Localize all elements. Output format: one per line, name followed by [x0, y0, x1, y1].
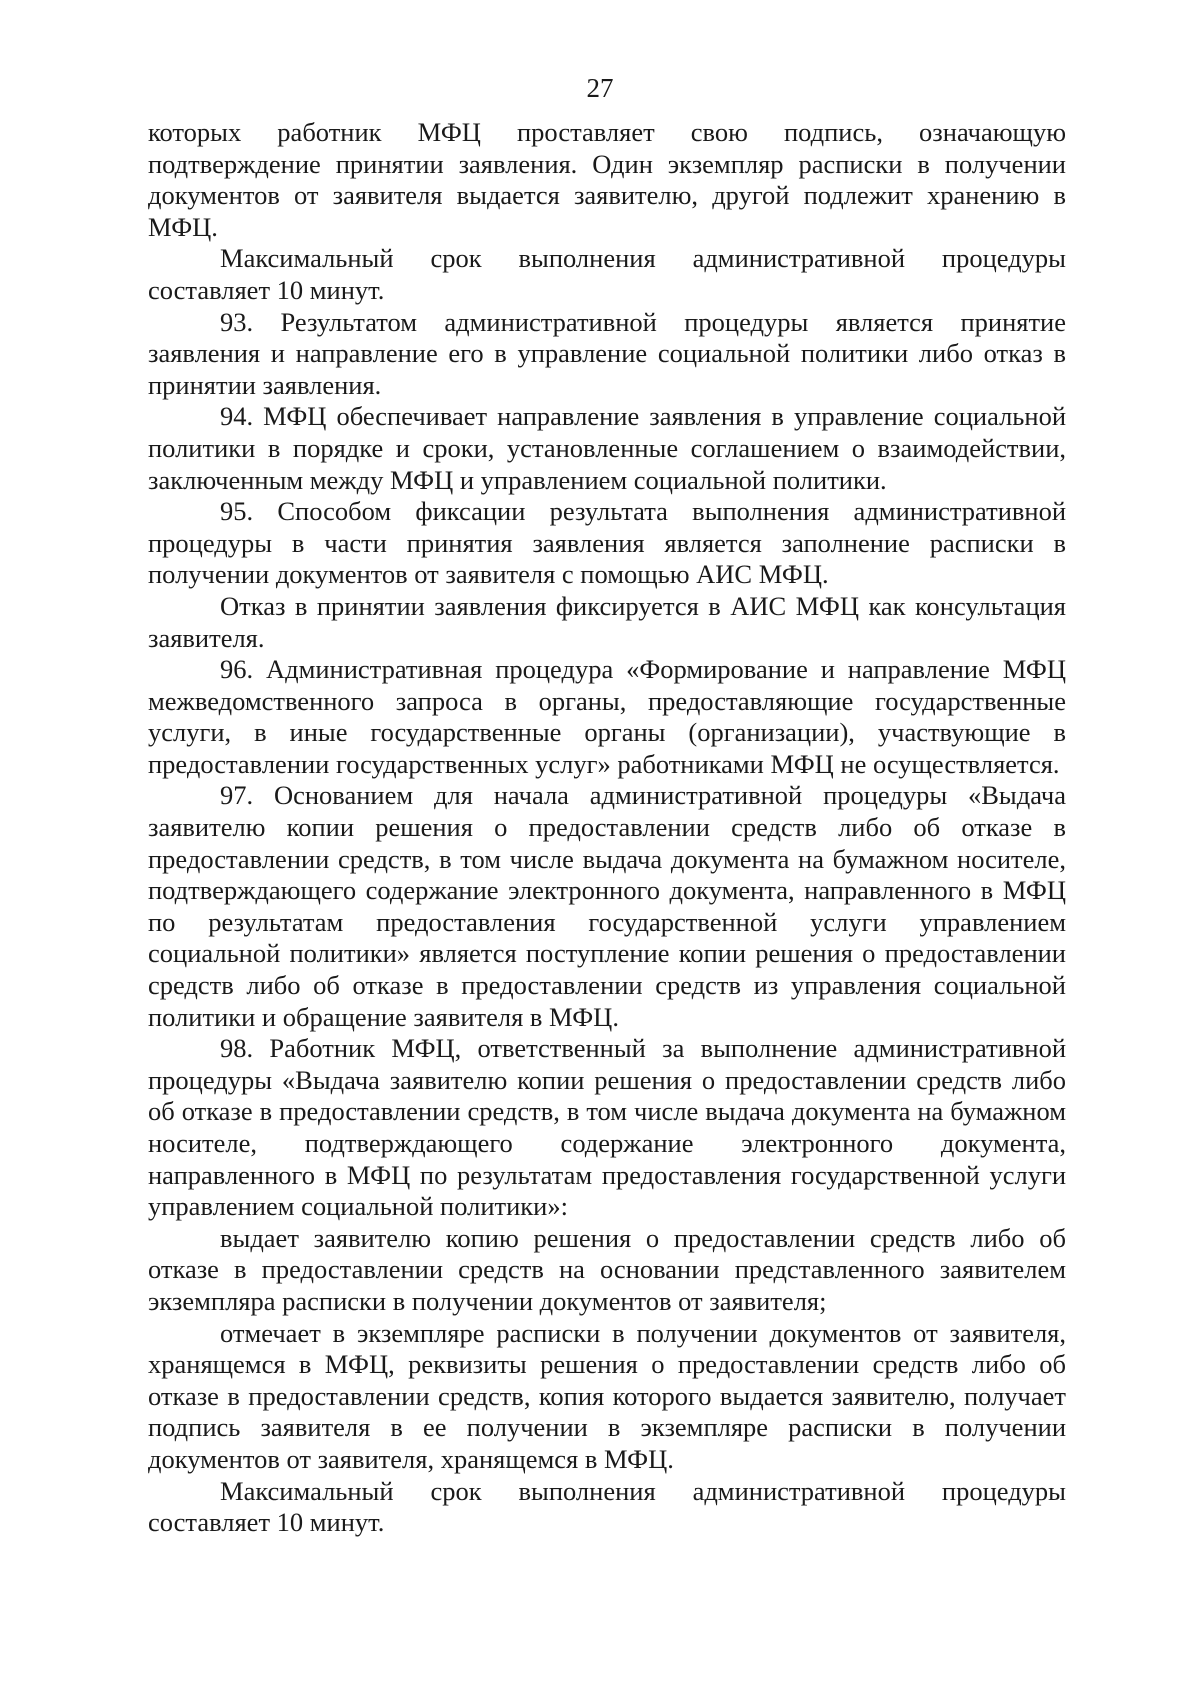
paragraph-93: 93. Результатом административной процедуры является принятие заявления и направление его в управление социальной политики либо отказ в принятии заявления.: [148, 306, 1066, 400]
paragraph-continuation: которых работник МФЦ проставляет свою подпись, означающую подтверждение принятии заявления. Один экземпляр расписки в получении документов от заявителя выдается заявителю, другой подлежит хранению в МФЦ.: [148, 117, 1066, 242]
paragraph-98: 98. Работник МФЦ, ответственный за выполнение административной процедуры «Выдача заявителю копии решения о предоставлении средств либо об отказе в предоставлении средств, в том числе выдача документа на бумажном носителе, подтверждающего содержание электронного документа, направленного в МФЦ по результатам предоставления государственной услуги управлением социальной политики»:: [148, 1033, 1066, 1222]
paragraph-issues-copy: выдает заявителю копию решения о предоставлении средств либо об отказе в предоставлении средств на основании представленного заявителем экземпляра расписки в получении документов от заявителя;: [148, 1222, 1066, 1316]
paragraph-97: 97. Основанием для начала административной процедуры «Выдача заявителю копии решения о предоставлении средств либо об отказе в предоставлении средств, в том числе выдача документа на бумажном носителе, подтверждающего содержание электронного документа, направленного в МФЦ по результатам предоставления государственной услуги управлением социальной политики» является поступление копии решения о предоставлении средств либо об отказе в предоставлении средств из управления социальной политики и обращение заявителя в МФЦ.: [148, 780, 1066, 1032]
page-number: 27: [586, 73, 614, 103]
paragraph-94: 94. МФЦ обеспечивает направление заявления в управление социальной политики в порядке и сроки, установленные соглашением о взаимодействии, заключенным между МФЦ и управлением социальной политики.: [148, 401, 1066, 495]
paragraph-marks-receipt: отмечает в экземпляре расписки в получении документов от заявителя, хранящемся в МФЦ, реквизиты решения о предоставлении средств либо об отказе в предоставлении средств, копия которого выдается заявителю, получает подпись заявителя в ее получении в экземпляре расписки в получении документов от заявителя, хранящемся в МФЦ.: [148, 1317, 1066, 1474]
paragraph-max-time: Максимальный срок выполнения административной процедуры составляет 10 минут.: [148, 243, 1066, 305]
paragraph-96: 96. Административная процедура «Формирование и направление МФЦ межведомственного запроса в органы, предоставляющие государственные услуги, в иные государственные органы (организации), участвующие в предоставлении государственных услуг» работниками МФЦ не осуществляется.: [148, 654, 1066, 779]
paragraph-max-time-final: Максимальный срок выполнения административной процедуры составляет 10 минут.: [148, 1475, 1066, 1538]
paragraph-95: 95. Способом фиксации результата выполнения административной процедуры в части принятия заявления является заполнение расписки в получении документов от заявителя с помощью АИС МФЦ.: [148, 496, 1066, 590]
paragraph-refusal: Отказ в принятии заявления фиксируется в АИС МФЦ как консультация заявителя.: [148, 590, 1066, 653]
document-body: [148, 117, 1066, 1539]
